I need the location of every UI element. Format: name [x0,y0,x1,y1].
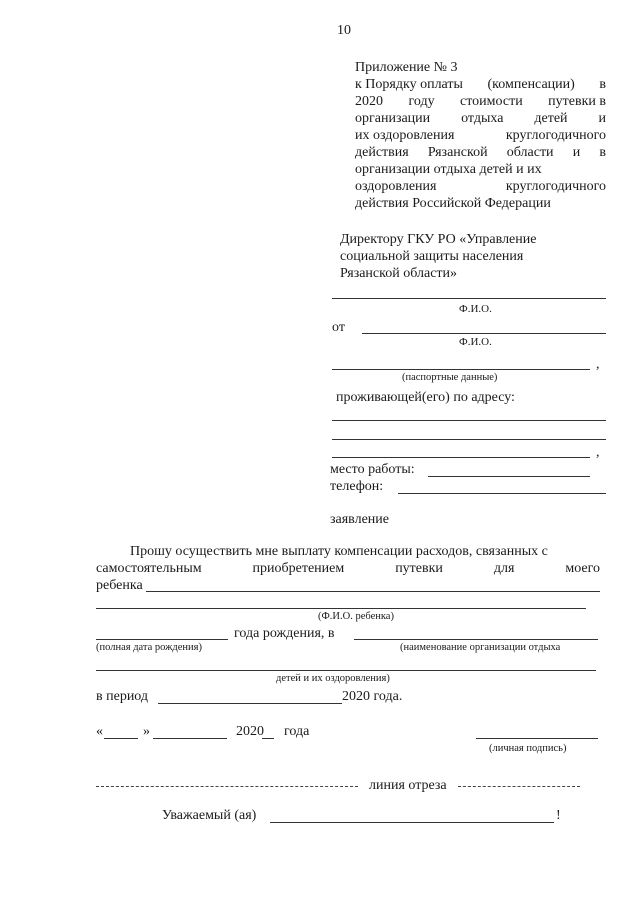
addressee-line-1: Директору ГКУ РО «Управление [340,232,537,247]
addressee-line-3: Рязанской области» [340,266,458,281]
date-day-line[interactable] [104,738,138,739]
birth-date-line[interactable] [96,639,228,640]
signature-caption: (личная подпись) [489,743,567,754]
appendix-line-7: оздоровления круглогодичного [355,179,606,194]
org-caption-1: (наименование организации отдыха [400,642,561,653]
date-year-line[interactable] [262,738,274,739]
passport-caption: (паспортные данные) [402,372,498,383]
child-label: ребенка [96,578,143,593]
statement-line-2: самостоятельным приобретением путевки для моего [96,561,600,576]
date-close-quote: » [143,724,150,739]
phone-label: телефон: [330,479,384,494]
cut-line-left [96,786,358,787]
child-line-2[interactable] [96,608,586,609]
work-label: место работы: [330,462,415,477]
child-line-1[interactable] [146,591,600,592]
appendix-line-1: к Порядку оплаты (компенсации) в [355,77,606,92]
signature-line[interactable] [476,738,598,739]
comma-2: , [596,445,600,460]
director-fio-line[interactable] [332,298,606,299]
date-month-line[interactable] [153,738,227,739]
comma-1: , [596,357,600,372]
greeting-end: ! [556,808,561,823]
appendix-line-8: действия Российской Федерации [355,196,551,211]
birth-year-text: года рождения, в [234,626,335,641]
statement-line-1: Прошу осуществить мне выплату компенсации расходов, связанных с [130,544,548,559]
organization-line-2[interactable] [96,670,596,671]
organization-line-1[interactable] [354,639,598,640]
from-label: от [332,320,345,335]
appendix-title: Приложение № 3 [355,60,458,75]
date-suffix: года [284,724,310,739]
period-year: 2020 года. [342,689,403,704]
addressee-line-2: социальной защиты населения [340,249,524,264]
statement-heading: заявление [330,512,390,527]
child-fio-caption: (Ф.И.О. ребенка) [318,611,394,622]
birth-date-caption: (полная дата рождения) [96,642,202,653]
fio-caption-2: Ф.И.О. [459,336,492,348]
work-line[interactable] [428,476,590,477]
address-label: проживающей(его) по адресу: [336,390,515,405]
address-line-2[interactable] [332,439,606,440]
phone-line[interactable] [398,493,606,494]
greeting-label: Уважаемый (ая) [162,808,257,823]
cut-line-label: линия отреза [369,778,447,793]
period-line[interactable] [158,703,342,704]
date-open-quote: « [96,724,103,739]
passport-line[interactable] [332,369,590,370]
appendix-line-5: действия Рязанской области и в [355,145,606,160]
page-number: 10 [337,23,351,38]
appendix-line-3: организации отдыха детей и [355,111,606,126]
applicant-fio-line[interactable] [362,333,606,334]
date-year: 2020 [236,724,264,739]
appendix-line-6: организации отдыха детей и их [355,162,542,177]
fio-caption-1: Ф.И.О. [459,303,492,315]
period-label: в период [96,689,149,704]
address-line-3[interactable] [332,457,590,458]
appendix-line-2: 2020 году стоимости путевки в [355,94,606,109]
address-line-1[interactable] [332,420,606,421]
cut-line-right [458,786,580,787]
org-caption-2: детей и их оздоровления) [276,673,390,684]
appendix-line-4: их оздоровления круглогодичного [355,128,606,143]
greeting-line[interactable] [270,822,554,823]
